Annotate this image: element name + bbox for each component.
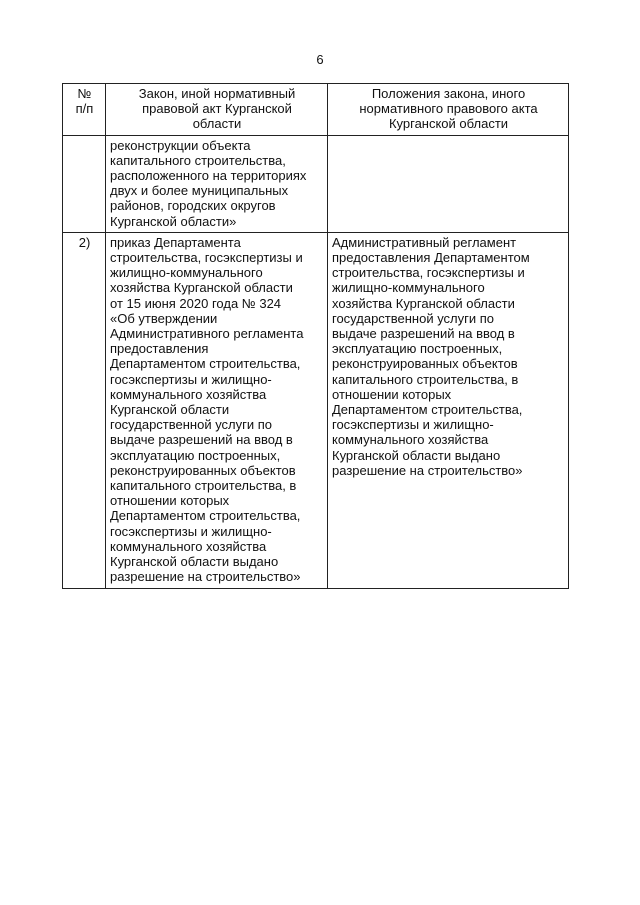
text-line: области: [192, 116, 242, 132]
text-line: правовой акт Курганской: [142, 101, 292, 117]
header-law: [106, 84, 328, 136]
row-provisions-cell: [328, 135, 569, 232]
text-line: п/п: [75, 101, 94, 117]
row-law-cell: [106, 232, 328, 588]
row-provisions-cell: [328, 232, 569, 588]
text-line: №: [77, 86, 92, 101]
text-line: Департаментом строительства,: [110, 356, 301, 372]
header-provisions: [328, 84, 569, 136]
text-line: коммунального хозяйства: [110, 386, 267, 402]
table-header-row: [63, 84, 569, 136]
text-line: капитального строительства,: [110, 152, 286, 168]
text-line: нормативного правового акта: [359, 101, 538, 117]
text-line: Курганской области выдано: [332, 447, 501, 463]
text-line: Положения закона, иного: [371, 86, 526, 101]
text-line: эксплуатацию построенных,: [332, 341, 503, 357]
text-line: реконструированных объектов: [332, 356, 518, 372]
text-line: коммунального хозяйства: [110, 538, 267, 554]
legal-acts-table: [62, 83, 569, 589]
text-line: госэкспертизы и жилищно-: [110, 371, 272, 387]
text-line: Курганской области: [388, 116, 509, 132]
text-line: жилищно-коммунального: [110, 265, 263, 281]
text-line: расположенного на территориях: [110, 168, 307, 184]
text-line: от 15 июня 2020 года № 324: [110, 295, 282, 311]
text-line: двух и более муниципальных: [110, 183, 289, 199]
text-line: разрешение на строительство»: [110, 569, 301, 585]
page-number: 6: [316, 52, 324, 67]
text-line: государственной услуги по: [332, 310, 495, 326]
text-line: разрешение на строительство»: [332, 462, 523, 478]
text-line: Департаментом строительства,: [110, 508, 301, 524]
row-number-cell: [63, 135, 106, 232]
text-line: Департаментом строительства,: [332, 402, 523, 418]
table-row: [63, 232, 569, 588]
text-line: эксплуатацию построенных,: [110, 447, 281, 463]
text-line: Курганской области»: [110, 213, 237, 229]
text-line: жилищно-коммунального: [332, 280, 485, 296]
text-line: капитального строительства, в: [332, 371, 519, 387]
text-line: хозяйства Курганской области: [110, 280, 293, 296]
text-line: коммунального хозяйства: [332, 432, 489, 448]
text-line: предоставления Департаментом: [332, 250, 530, 266]
text-line: государственной услуги по: [110, 417, 273, 433]
text-line: Курганской области выдано: [110, 554, 279, 570]
text-line: Административный регламент: [332, 234, 517, 250]
text-line: строительства, госэкспертизы и: [332, 265, 525, 281]
text-line: Административного регламента: [110, 326, 304, 342]
text-line: выдаче разрешений на ввод в: [110, 432, 293, 448]
text-line: предоставления: [110, 341, 209, 357]
text-line: госэкспертизы и жилищно-: [110, 523, 272, 539]
table-row: [63, 135, 569, 232]
text-line: строительства, госэкспертизы и: [110, 250, 303, 266]
text-line: отношении которых: [110, 493, 230, 509]
text-line: приказ Департамента: [110, 234, 241, 250]
text-line: выдаче разрешений на ввод в: [332, 326, 515, 342]
text-line: отношении которых: [332, 386, 452, 402]
text-line: госэкспертизы и жилищно-: [332, 417, 494, 433]
text-line: реконструированных объектов: [110, 462, 296, 478]
text-line: Курганской области: [110, 402, 230, 418]
text-line: районов, городских округов: [110, 198, 276, 214]
text-line: реконструкции объекта: [110, 137, 251, 153]
row-number-cell: 2): [63, 232, 106, 588]
text-line: «Об утверждении: [110, 310, 218, 326]
text-line: капитального строительства, в: [110, 478, 297, 494]
text-line: Закон, иной нормативный: [138, 86, 296, 101]
row-law-cell: [106, 135, 328, 232]
header-number: [63, 84, 106, 136]
text-line: хозяйства Курганской области: [332, 295, 515, 311]
